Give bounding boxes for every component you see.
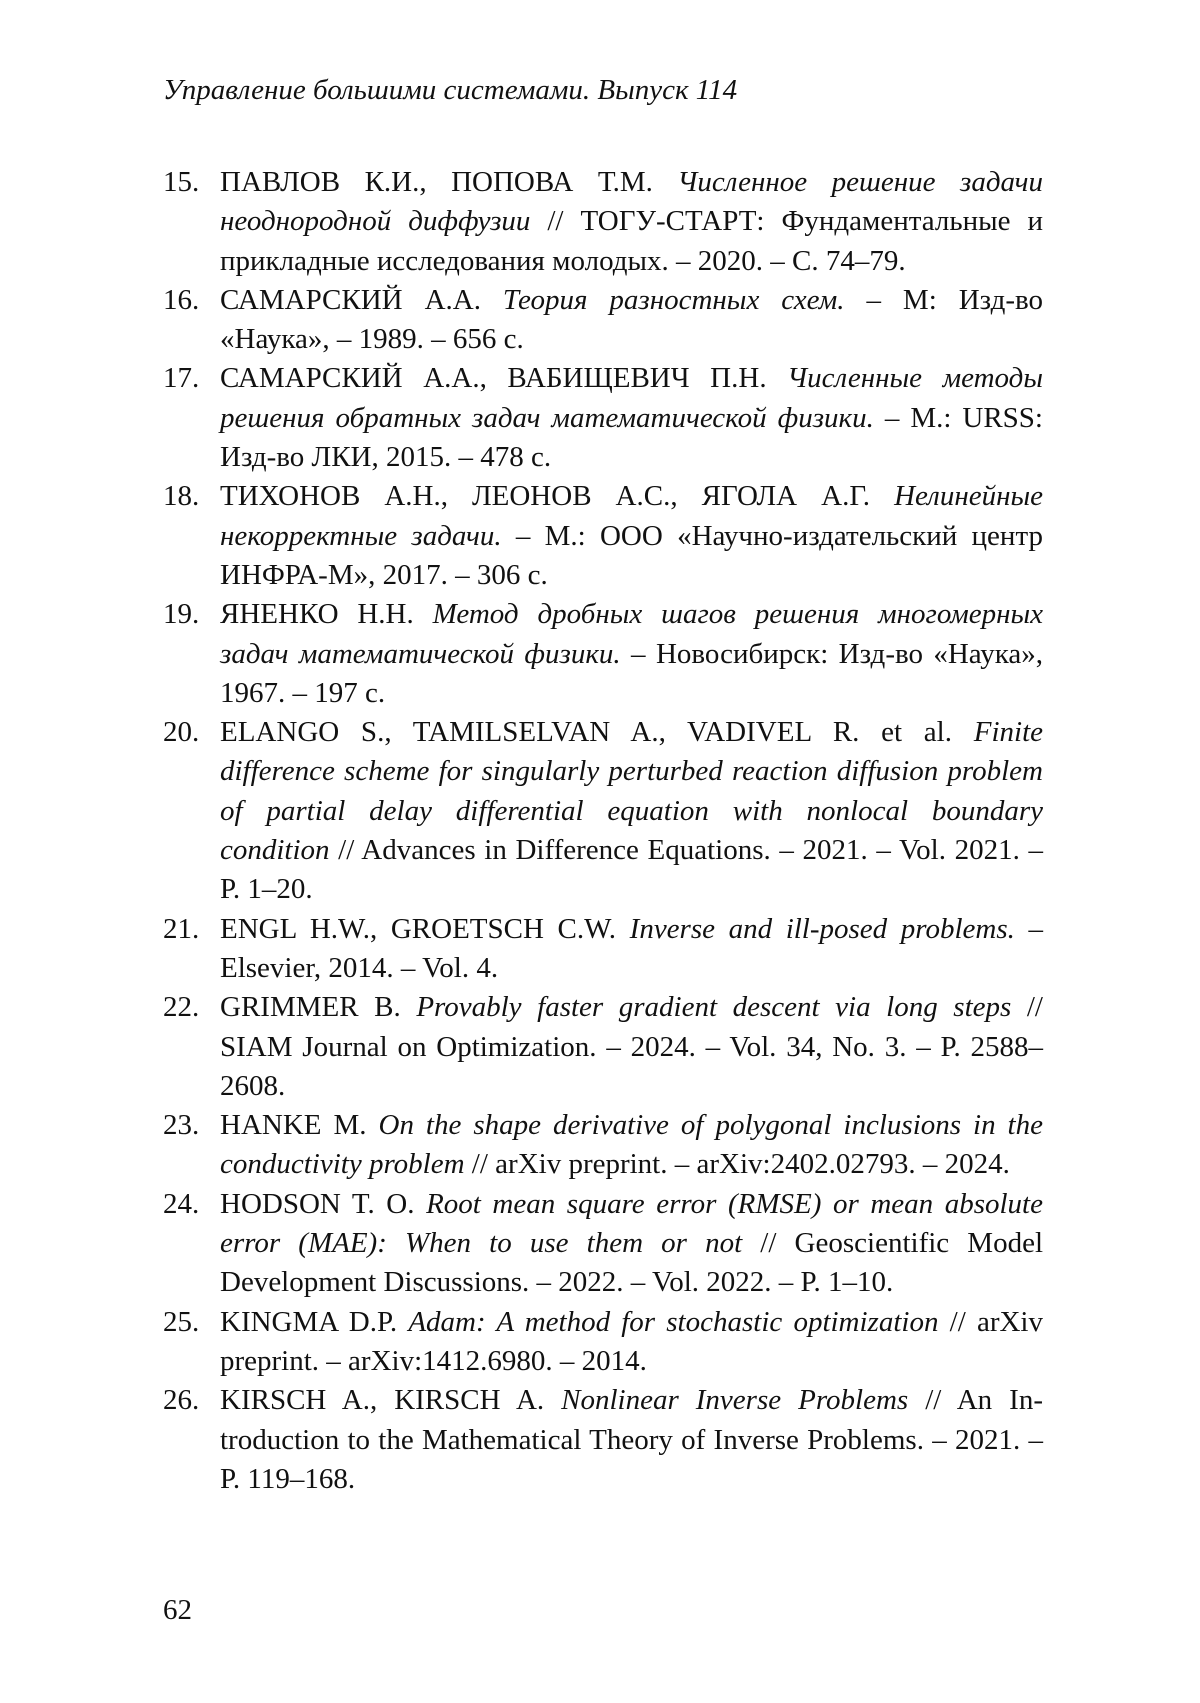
reference-source: – М.: URSS: Изд-во ЛКИ, 2015. – 478 с.	[220, 401, 1043, 474]
reference-authors: KIRSCH A., KIRSCH A.	[220, 1384, 562, 1417]
reference-authors: GRIMMER B.	[220, 991, 417, 1024]
reference-number: 25.	[163, 1305, 200, 1338]
reference-title: Provably faster gradient descent via long steps	[416, 991, 1012, 1024]
reference-authors: ELANGO S., TAMILSELVAN A., VADIVEL R. et al.	[220, 716, 974, 749]
reference-number: 19.	[163, 598, 200, 631]
reference-source: // arXiv preprint. – arXiv:2402.02793. – 2024.	[464, 1148, 1010, 1181]
reference-authors: HODSON T. O.	[220, 1187, 427, 1220]
reference-title: Finite difference scheme for singularly perturbed reaction diffusion problem of partial delay differential equation with nonlocal boundary condition	[220, 716, 1043, 867]
reference-title: Adam: A method for stochastic optimization	[408, 1305, 939, 1338]
reference-item-18	[163, 477, 1043, 595]
reference-authors: ТИХОНОВ А.Н., ЛЕОНОВ А.С., ЯГОЛА А.Г.	[220, 480, 895, 513]
reference-item-20	[163, 713, 1043, 909]
reference-number: 23.	[163, 1109, 200, 1142]
reference-number: 17.	[163, 362, 200, 395]
reference-source: // arXiv preprint. – arXiv:1412.6980. – 2014.	[220, 1305, 1043, 1377]
reference-item-24	[163, 1185, 1043, 1303]
reference-title: Численное решение задачи неоднородной диффузии	[220, 166, 1043, 238]
reference-source: // Geoscientific Model Development Discussions. – 2022. – Vol. 2022. – P. 1–10.	[220, 1227, 1044, 1299]
reference-item-16	[163, 281, 1043, 360]
reference-number: 18.	[163, 480, 200, 513]
reference-item-25	[163, 1303, 1043, 1382]
reference-source: – М: Изд-во «Наука», – 1989. – 656 с.	[220, 283, 1043, 356]
reference-title: Теория разностных схем.	[502, 283, 845, 316]
reference-authors: ЯНЕНКО Н.Н.	[220, 598, 433, 631]
reference-title: Метод дробных шагов решения многомерных задач математической физики.	[220, 598, 1043, 670]
reference-item-19	[163, 595, 1043, 713]
reference-source: // ТОГУ-СТАРТ: Фундаментальные и прикладные исследования молодых. – 2020. – С. 74–79.	[220, 205, 1043, 277]
reference-source: // SIAM Journal on Optimization. – 2024. – Vol. 34, No. 3. – P. 2588–2608.	[220, 991, 1043, 1102]
reference-authors: KINGMA D.P.	[220, 1305, 409, 1338]
reference-title: Inverse and ill-posed problems.	[629, 912, 1015, 945]
page-number: 62	[163, 1594, 192, 1626]
reference-item-23	[163, 1106, 1043, 1185]
reference-number: 21.	[163, 912, 200, 945]
reference-item-15	[163, 163, 1043, 281]
reference-item-22	[163, 988, 1043, 1106]
reference-source: // An Introduction to the Mathematical Theory of Inverse Problems. – 2021. – P. 119–168.	[220, 1384, 1043, 1495]
reference-authors: САМАРСКИЙ А.А., ВАБИЩЕВИЧ П.Н.	[220, 362, 788, 395]
reference-authors: ENGL H.W., GROETSCH C.W.	[220, 912, 630, 945]
reference-number: 16.	[163, 283, 200, 316]
reference-item-21	[163, 910, 1043, 989]
reference-number: 15.	[163, 166, 200, 198]
reference-authors: HANKE M.	[220, 1109, 379, 1142]
reference-number: 22.	[163, 991, 200, 1024]
running-head: Управление большими системами. Выпуск 114	[163, 74, 738, 106]
reference-source: // Advances in Difference Equations. – 2021. – Vol. 2021. – P. 1–20.	[220, 834, 1043, 906]
reference-source: – М.: ООО «Научно-издательский центр ИНФРА-М», 2017. – 306 с.	[220, 519, 1043, 591]
reference-title: Численные методы решения обратных задач математической физики.	[220, 362, 1043, 434]
reference-number: 26.	[163, 1384, 200, 1417]
reference-title: Нелинейные некорректные задачи.	[220, 480, 1043, 552]
reference-item-26	[163, 1381, 1043, 1499]
reference-title: On the shape derivative of polygonal inclusions in the conductivity problem	[220, 1109, 1043, 1181]
reference-list	[163, 163, 1043, 1499]
reference-source: – Elsevier, 2014. – Vol. 4.	[220, 912, 1044, 984]
reference-number: 24.	[163, 1187, 200, 1220]
reference-source: – Новосибирск: Изд-во «Наука», 1967. – 197 с.	[220, 637, 1043, 709]
reference-item-17	[163, 359, 1043, 477]
reference-authors: САМАРСКИЙ А.А.	[220, 283, 503, 316]
reference-title: Root mean square error (RMSE) or mean absolute error (MAE): When to use them or not	[220, 1187, 1043, 1260]
reference-number: 20.	[163, 716, 200, 749]
reference-title: Nonlinear Inverse Problems	[561, 1384, 909, 1417]
reference-authors: ПАВЛОВ К.И., ПОПОВА Т.М.	[220, 166, 678, 198]
